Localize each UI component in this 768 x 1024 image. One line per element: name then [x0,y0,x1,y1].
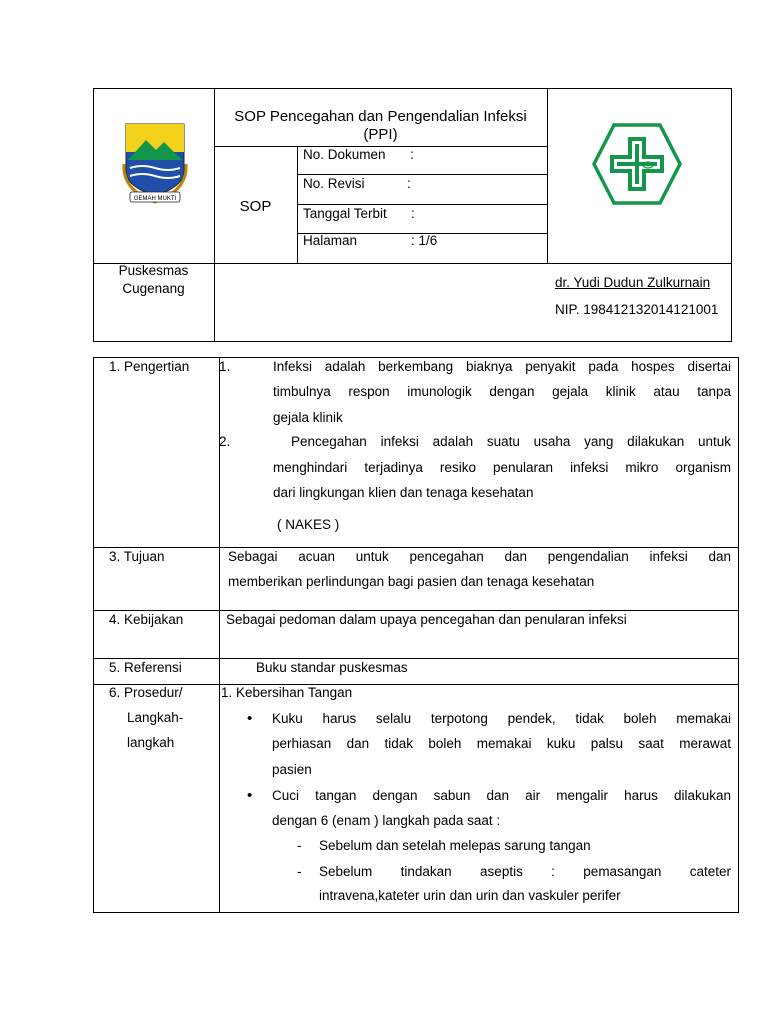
section-label-prosedur-line2: Langkah- [127,710,184,725]
bullet2-line2: dengan 6 (enam ) langkah pada saat : [272,813,501,828]
pengertian-item1-line3: gejala klinik [273,410,343,425]
bullet1-line2: perhiasan dan tidak boleh memakai kuku palsu saat merawat [272,736,731,751]
tujuan-line2: memberikan perlindungan bagi pasien dan tenaga kesehatan [228,574,595,589]
list-number: 1. [219,359,231,374]
sop-label: SOP [239,198,272,215]
field-value-halaman: : 1/6 [411,233,438,248]
referensi-text: Buku standar puskesmas [256,660,408,675]
dash2-line2: intravena,kateter urin dan urin dan vaskuler perifer [319,888,621,903]
body-divider [93,684,739,685]
section-label-referensi: 5. Referensi [109,660,182,675]
body-divider [93,547,739,548]
header-divider [547,88,548,263]
field-label-no-dokumen: No. Dokumen [303,147,386,162]
pengertian-item2-line1: Pencegahan infeksi adalah suatu usaha yang dilakukan untuk [291,434,731,449]
list-number: 2. [219,434,231,449]
bullet-icon: • [247,710,253,727]
body-divider [93,610,739,611]
pengertian-item2-line2: menghindari terjadinya resiko penularan infeksi mikro organism [273,460,731,475]
signer-nip: NIP. 198412132014121001 [555,302,719,317]
bullet-icon: • [247,787,253,804]
crest-motto: GEMAH MUKTI [133,196,177,202]
field-label-halaman: Halaman [303,233,358,248]
prosedur-heading: 1. Kebersihan Tangan [221,685,353,700]
dash1-text: Sebelum dan setelah melepas sarung tangan [319,838,591,853]
dash-icon: - [297,864,302,879]
org-name-line1: Puskesmas [118,263,189,278]
bullet1-line1: Kuku harus selalu terpotong pendek, tidak boleh memakai [272,711,731,726]
regional-crest-logo [122,120,188,208]
header-divider [297,204,547,205]
pengertian-item1-line2: timbulnya respon imunologik dengan gejala klinik atau tanpa [273,384,731,399]
bullet1-line3: pasien [272,762,312,777]
org-name-line2: Cugenang [122,281,185,296]
section-label-pengertian: 1. Pengertian [109,359,190,374]
field-label-no-revisi: No. Revisi [303,176,365,191]
document-title-abbr: (PPI) [363,126,398,143]
pengertian-nakes: ( NAKES ) [277,517,340,532]
section-label-kebijakan: 4. Kebijakan [109,612,184,627]
pengertian-item1-line1: Infeksi adalah berkembang biaknya penyakit pada hospes disertai [273,359,731,374]
bullet2-line1: Cuci tangan dengan sabun dan air mengalir harus dilakukan [272,788,731,803]
field-value-tanggal-terbit: : [411,206,415,221]
field-label-tanggal-terbit: Tanggal Terbit [303,206,387,221]
section-label-prosedur-line3: langkah [127,735,175,750]
dash-icon: - [297,838,302,853]
pengertian-item2-line3: dari lingkungan klien dan tenaga kesehatan [273,485,534,500]
signer-name: dr. Yudi Dudun Zulkurnain [555,275,711,290]
header-divider [297,174,547,175]
section-label-tujuan: 3. Tujuan [109,549,165,564]
tujuan-line1: Sebagai acuan untuk pencegahan dan pengendalian infeksi dan [228,549,731,564]
green-cross-logo [592,123,682,205]
field-value-no-dokumen: : [410,147,414,162]
field-value-no-revisi: : [407,176,411,191]
kebijakan-text: Sebagai pedoman dalam upaya pencegahan dan penularan infeksi [226,612,627,627]
document-title: SOP Pencegahan dan Pengendalian Infeksi [234,108,527,125]
dash2-line1: Sebelum tindakan aseptis : pemasangan cateter [319,864,731,879]
body-divider [93,658,739,659]
section-label-prosedur: 6. Prosedur/ [109,685,183,700]
